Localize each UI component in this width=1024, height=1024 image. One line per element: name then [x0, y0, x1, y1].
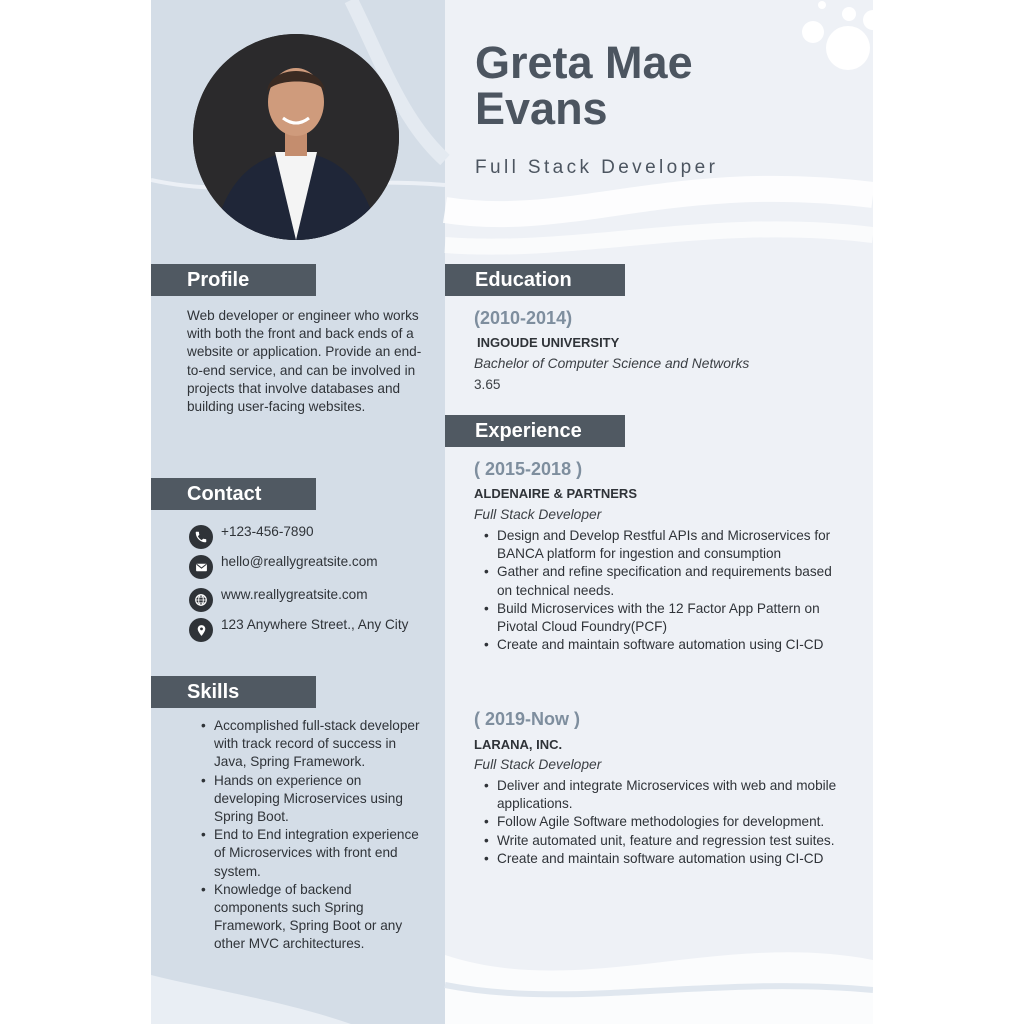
list-item: • Design and Develop Restful APIs and Microservices for BANCA platform for ingestion and consumption [480, 527, 840, 563]
job-role: Full Stack Developer [474, 507, 602, 522]
contact-phone: +123-456-7890 [189, 523, 411, 549]
location-pin-icon [189, 618, 213, 642]
contact-website: www.reallygreatsite.com [189, 586, 411, 612]
job-years: ( 2019-Now ) [474, 709, 581, 729]
company-name: ALDENAIRE & PARTNERS [474, 486, 637, 501]
list-item: • Create and maintain software automation using CI-CD [480, 636, 840, 654]
degree: Bachelor of Computer Science and Networks [474, 356, 750, 371]
person-name: Greta Mae Evans [475, 37, 693, 134]
job-role: Full Stack Developer [474, 757, 602, 772]
list-item: • Deliver and integrate Microservices with web and mobile applications. [480, 777, 840, 813]
profile-heading: Profile [151, 264, 316, 296]
list-item: • Follow Agile Software methodologies for development. [480, 813, 840, 831]
education-heading: Education [445, 264, 625, 296]
contact-email: hello@reallygreatsite.com [189, 553, 411, 579]
gpa: 3.65 [474, 377, 501, 392]
list-item: • Gather and refine specification and requirements based on technical needs. [480, 563, 840, 599]
skills-heading: Skills [151, 676, 316, 708]
list-item: • End to End integration experience of Microservices with front end system. [197, 826, 427, 881]
job-title: Full Stack Developer [475, 157, 719, 178]
email-icon [189, 555, 213, 579]
list-item: • Accomplished full-stack developer with track record of success in Java, Spring Framework. [197, 717, 427, 772]
list-item: • Create and maintain software automation using CI-CD [480, 850, 840, 868]
experience-heading: Experience [445, 415, 625, 447]
list-item: • Write automated unit, feature and regression test suites. [480, 832, 840, 850]
globe-icon [189, 588, 213, 612]
education-years: (2010-2014) [474, 308, 573, 328]
job-duties [480, 777, 840, 868]
list-item: • Knowledge of backend components such Spring Framework, Spring Boot or any other MVC architectures. [197, 881, 427, 954]
school-name: INGOUDE UNIVERSITY [477, 335, 620, 350]
profile-photo [193, 34, 399, 240]
resume-page [151, 0, 873, 1024]
contact-heading: Contact [151, 478, 316, 510]
list-item: • Build Microservices with the 12 Factor App Pattern on Pivotal Cloud Foundry(PCF) [480, 600, 840, 636]
profile-text: Web developer or engineer who works with both the front and back ends of a website or application. Provide an end-to-end service, and can be involved in projects that involve databases and building user-facing websites. [187, 308, 422, 415]
job-years: ( 2015-2018 ) [474, 459, 583, 479]
company-name: LARANA, INC. [474, 737, 563, 752]
job-duties [480, 527, 840, 654]
list-item: • Hands on experience on developing Microservices using Spring Boot. [197, 772, 427, 827]
skills-list [197, 717, 427, 954]
contact-address: 123 Anywhere Street., Any City [189, 616, 411, 642]
phone-icon [189, 525, 213, 549]
